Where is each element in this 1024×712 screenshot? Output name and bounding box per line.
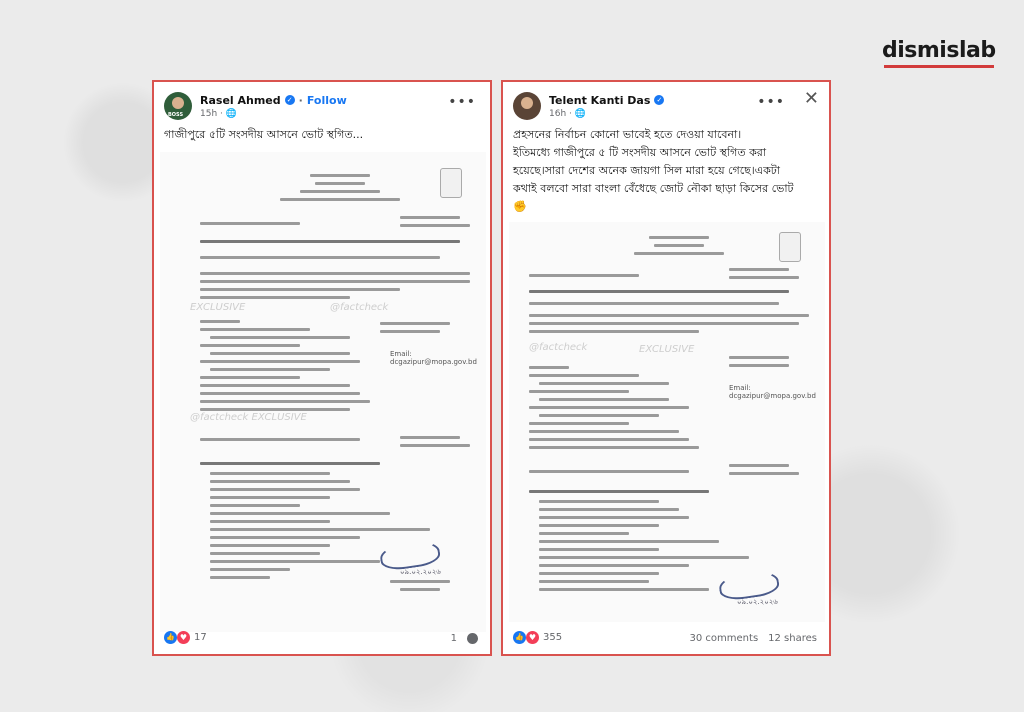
verified-icon: ✓	[285, 95, 295, 105]
close-icon[interactable]: ✕	[803, 88, 819, 109]
post-time[interactable]: 15h	[200, 108, 218, 119]
watermark: EXCLUSIVE	[190, 302, 246, 313]
doc-email: Email: dcgazipur@mopa.gov.bd	[390, 350, 477, 366]
like-icon: 👍	[164, 631, 177, 644]
reactions[interactable]	[513, 631, 562, 644]
reactions[interactable]	[164, 631, 207, 644]
like-icon: 👍	[513, 631, 526, 644]
post-text-line: ইতিমধ্যে গাজীপুরে ৫ টি সংসদীয় আসনে ভোট স্থগিত করা	[513, 146, 767, 159]
comments-link[interactable]: 30 comments	[689, 633, 759, 644]
reactions-count: 355	[543, 632, 563, 643]
post-card-left	[152, 80, 492, 656]
avatar[interactable]	[513, 92, 541, 120]
follow-button[interactable]: Follow	[306, 93, 347, 107]
globe-icon: 🌐	[574, 108, 586, 119]
more-icon[interactable]: •••	[448, 94, 476, 110]
document-image: @factcheck EXCLUSIVE Email: dcgazipur@mopa.gov.bd ০৯.০২.২০২৬	[509, 222, 825, 622]
shares-link[interactable]: 12 shares	[768, 633, 817, 644]
comments-count: 1	[450, 633, 457, 644]
post-text: গাজীপুরে ৫টি সংসদীয় আসনে ভোট স্থগিত...	[164, 128, 364, 141]
post-text-line: প্রহসনের নির্বাচন কোনো ভাবেই হতে দেওয়া যাবেনা।	[513, 128, 742, 141]
avatar[interactable]	[164, 92, 192, 120]
watermark: EXCLUSIVE	[639, 344, 695, 355]
more-icon[interactable]: •••	[757, 94, 785, 110]
emblem-icon	[779, 232, 801, 262]
brand-underline	[884, 65, 994, 68]
emblem-icon	[440, 168, 462, 198]
document-image: EXCLUSIVE @factcheck Email: dcgazipur@mopa.gov.bd @factcheck EXCLUSIVE ০৯.০২.২০২৬	[160, 152, 486, 632]
avatar-badge: BOSS	[168, 112, 184, 118]
globe-icon: 🌐	[225, 108, 237, 119]
post-text-line: হয়েছে।সারা দেশের অনেক জায়গা সিল মারা হয়ে গেছে।একটা	[513, 164, 780, 177]
author-name[interactable]: Telent Kanti Das	[549, 93, 651, 107]
reactions-count: 17	[194, 632, 207, 643]
verified-icon: ✓	[654, 95, 664, 105]
brand-logo: dismislab	[882, 38, 996, 63]
fist-emoji: ✊	[513, 200, 527, 213]
love-icon: ♥	[177, 631, 190, 644]
doc-signature-date: ০৯.০২.২০২৬	[737, 598, 778, 606]
doc-signature-date: ০৯.০২.২০২৬	[400, 568, 441, 576]
post-text-line: কথাই বলবো সারা বাংলা বেঁধেছে জোট নৌকা ছাড়া কিসের ভোট	[513, 182, 794, 195]
post-card-right	[501, 80, 831, 656]
comment-icon	[467, 633, 478, 644]
post-header: BOSS Rasel Ahmed ✓ · Follow 15h · 🌐	[164, 92, 347, 120]
comments-stat[interactable]	[451, 633, 478, 644]
doc-email: Email: dcgazipur@mopa.gov.bd	[729, 384, 816, 400]
post-header: Telent Kanti Das ✓ 16h · 🌐	[513, 92, 664, 120]
author-name[interactable]: Rasel Ahmed	[200, 93, 281, 107]
love-icon: ♥	[526, 631, 539, 644]
engagement-stats	[690, 633, 817, 644]
post-time[interactable]: 16h	[549, 108, 567, 119]
